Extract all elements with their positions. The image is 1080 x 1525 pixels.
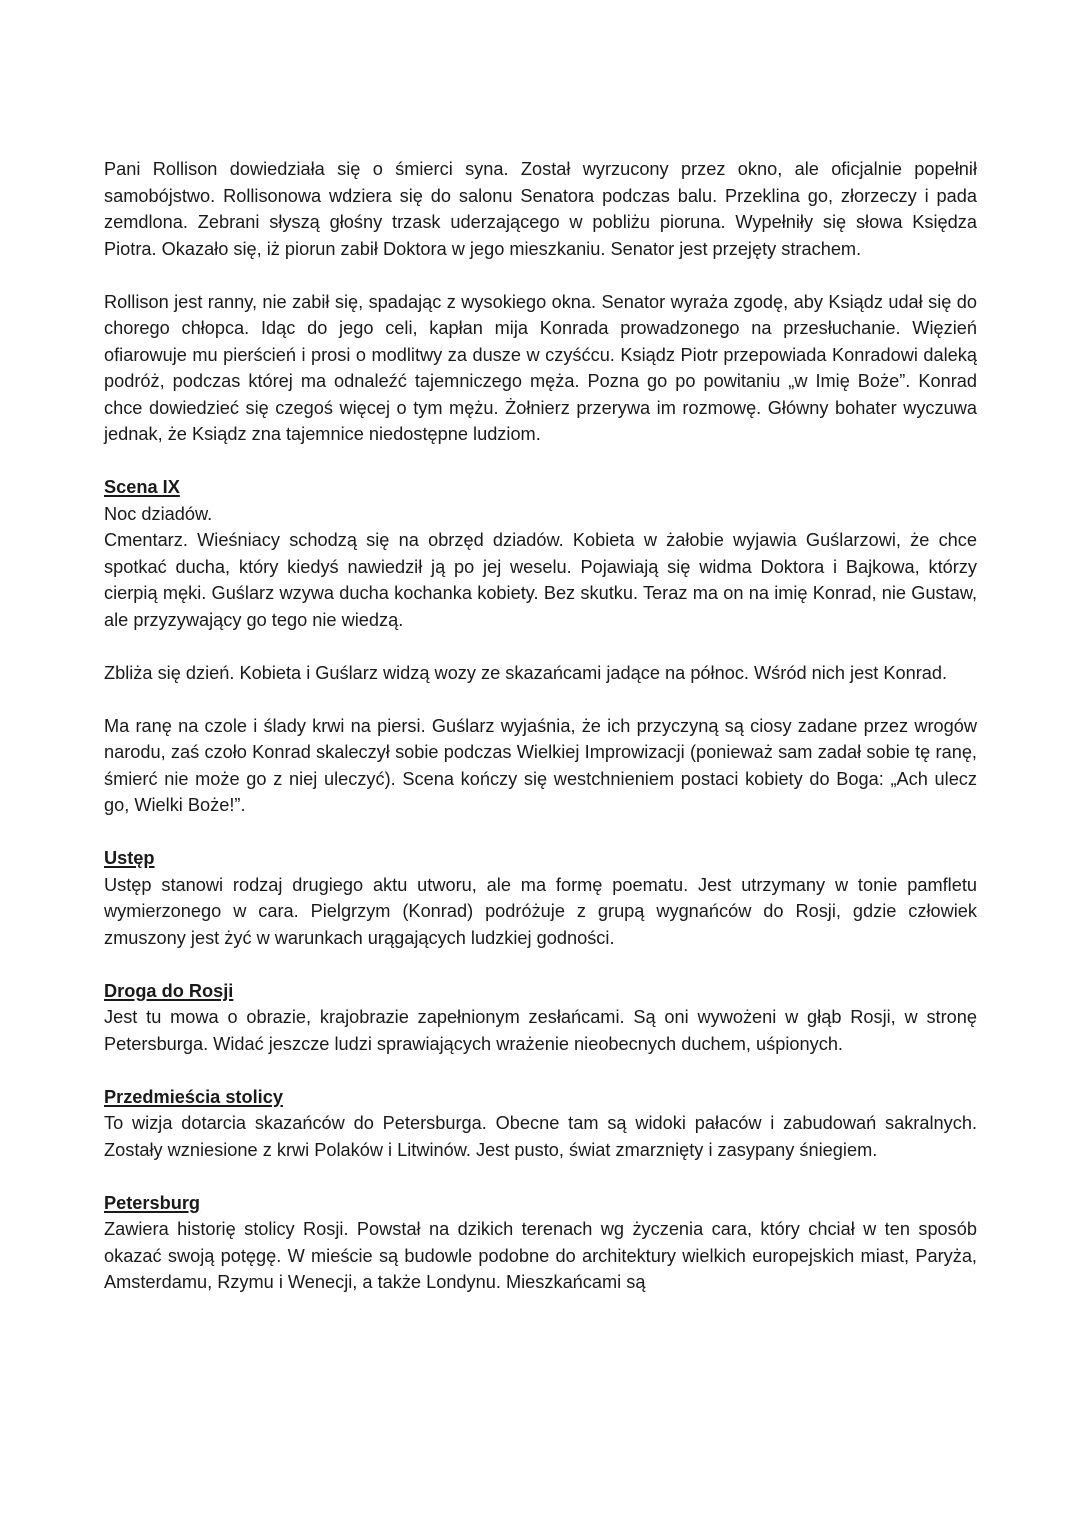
- heading-przedmiescia: Przedmieścia stolicy: [104, 1086, 283, 1107]
- section-droga-do-rosji: [104, 978, 977, 1058]
- section-przedmiescia: [104, 1084, 977, 1164]
- paragraph-ustep: Ustęp stanowi rodzaj drugiego aktu utworu, ale ma formę poematu. Jest utrzymany w tonie pamfletu wymierzonego w cara. Pielgrzym (Konrad) podróżuje z grupą wygnańców do Rosji, gdzie człowiek zmuszony jest żyć w warunkach urągających ludzkiej godności.: [104, 874, 977, 948]
- paragraph-petersburg: Zawiera historię stolicy Rosji. Powstał na dzikich terenach wg życzenia cara, który chciał w ten sposób okazać swoją potęgę. W mieście są budowle podobne do architektury wielkich europejskich miast, Paryża, Amsterdamu, Rzymu i Wenecji, a także Londynu. Mieszkańcami są: [104, 1219, 977, 1292]
- section-ustep: [104, 845, 977, 951]
- paragraph-droga-do-rosji: Jest tu mowa o obrazie, krajobrazie zapełnionym zesłańcami. Są oni wywożeni w głąb Rosji, w stronę Petersburga. Widać jeszcze ludzi sprawiających wrażenie nieobecnych duchem, uśpionych.: [104, 1007, 977, 1054]
- subtitle-noc-dziadow: Noc dziadów.: [104, 503, 213, 524]
- paragraph-rana-na-czole: Ma ranę na czole i ślady krwi na piersi. Guślarz wyjaśnia, że ich przyczyną są ciosy zadane przez wrogów narodu, zaś czoło Konrad skaleczył sobie podczas Wielkiej Improwizacji (ponieważ sam zadał sobie tę ranę, śmierć nie może go z niej uleczyć). Scena kończy się westchnieniem postaci kobiety do Boga: „Ach ulecz go, Wielki Boże!”.: [104, 715, 977, 815]
- section-petersburg: [104, 1190, 977, 1296]
- heading-petersburg: Petersburg: [104, 1192, 201, 1213]
- heading-ustep: Ustęp: [104, 848, 155, 868]
- heading-scena-ix: Scena IX: [104, 477, 180, 497]
- section-scena-ix: [104, 474, 977, 633]
- paragraph-przedmiescia: To wizja dotarcia skazańców do Petersburga. Obecne tam są widoki pałaców i zabudowań sakralnych. Zostały wzniesione z krwi Polaków i Litwinów. Jest pusto, świat zmarznięty i zasypany śniegiem.: [104, 1113, 977, 1160]
- document-page: [104, 156, 977, 1322]
- paragraph-rollison-wounded: Rollison jest ranny, nie zabił się, spadając z wysokiego okna. Senator wyraża zgodę, aby Ksiądz udał się do chorego chłopca. Idąc do jego celi, kapłan mija Konrada prowadzonego na przesłuchanie. Więzień ofiarowuje mu pierścień i prosi o modlitwy za dusze w czyśćcu. Ksiądz Piotr przepowiada Konradowi daleką podróż, podczas której ma odnaleźć tajemniczego męża. Pozna go po powitaniu „w Imię Boże”. Konrad chce dowiedzieć się czegoś więcej o tym mężu. Żołnierz przerywa im rozmowę. Główny bohater wyczuwa jednak, że Ksiądz zna tajemnice niedostępne ludziom.: [104, 291, 977, 444]
- paragraph-rollison-mother: Pani Rollison dowiedziała się o śmierci syna. Został wyrzucony przez okno, ale oficjalnie popełnił samobójstwo. Rollisonowa wdziera się do salonu Senatora podczas balu. Przeklina go, złorzeczy i pada zemdlona. Zebrani słyszą głośny trzask uderzającego w pobliżu pioruna. Wypełniły się słowa Księdza Piotra. Okazało się, iż piorun zabił Doktora w jego mieszkaniu. Senator jest przejęty strachem.: [104, 159, 977, 259]
- heading-droga-do-rosji: Droga do Rosji: [104, 980, 234, 1001]
- paragraph-zbliza-sie-dzien: Zbliża się dzień. Kobieta i Guślarz widzą wozy ze skazańcami jadące na północ. Wśród nich jest Konrad.: [104, 662, 948, 683]
- paragraph-cmentarz: Cmentarz. Wieśniacy schodzą się na obrzęd dziadów. Kobieta w żałobie wyjawia Guślarzowi, że chce spotkać ducha, który kiedyś nawiedził ją po jej weselu. Pojawiają się widma Doktora i Bajkowa, którzy cierpią męki. Guślarz wzywa ducha kochanka kobiety. Bez skutku. Teraz ma on na imię Konrad, nie Gustaw, ale przyzywający go tego nie wiedzą.: [104, 530, 977, 630]
